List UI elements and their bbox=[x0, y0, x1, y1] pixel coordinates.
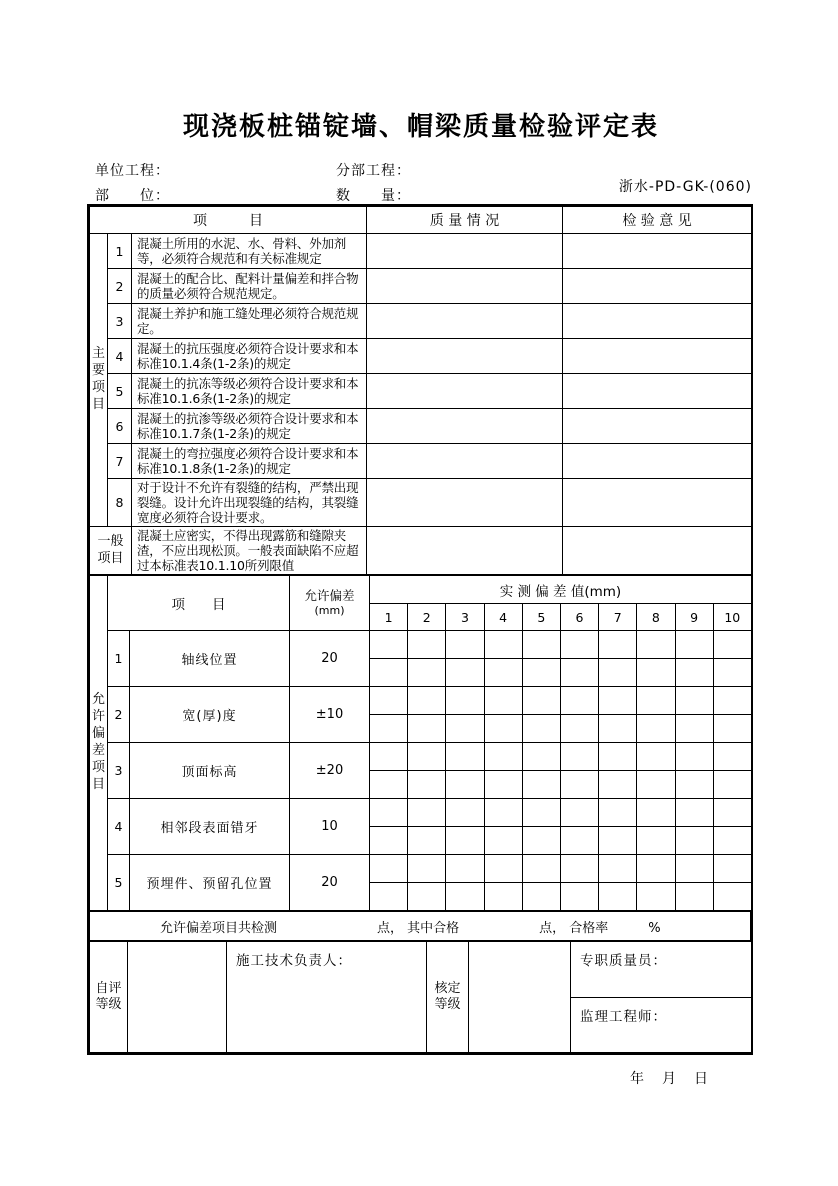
measure-cell bbox=[713, 855, 751, 883]
deviation-item: 顶面标高 bbox=[130, 743, 290, 799]
measure-cell bbox=[560, 883, 598, 911]
measure-cell bbox=[713, 631, 751, 659]
measure-col-header: 8 bbox=[637, 604, 675, 631]
general-items-section-label: 一般项目 bbox=[90, 527, 132, 575]
measured-values-header: 实 测 偏 差 值(mm) bbox=[370, 576, 752, 604]
measure-cell bbox=[522, 743, 560, 771]
opinion-cell bbox=[563, 479, 752, 527]
measure-cell bbox=[637, 687, 675, 715]
measure-cell bbox=[637, 631, 675, 659]
measure-cell bbox=[675, 715, 713, 743]
measure-cell bbox=[446, 743, 484, 771]
measure-cell bbox=[484, 631, 522, 659]
measure-cell bbox=[408, 827, 446, 855]
opinion-cell bbox=[563, 527, 752, 575]
measure-cell bbox=[522, 687, 560, 715]
measure-cell bbox=[446, 715, 484, 743]
row-number: 6 bbox=[108, 409, 132, 444]
measure-cell bbox=[522, 799, 560, 827]
summary-table bbox=[89, 911, 751, 941]
row-number: 5 bbox=[108, 855, 130, 911]
measure-cell bbox=[484, 659, 522, 687]
measure-cell bbox=[675, 827, 713, 855]
measure-cell bbox=[560, 743, 598, 771]
measure-cell bbox=[408, 883, 446, 911]
quality-cell bbox=[367, 527, 563, 575]
signature-table bbox=[89, 941, 752, 1053]
measure-cell bbox=[675, 631, 713, 659]
measure-cell bbox=[713, 799, 751, 827]
measure-cell bbox=[484, 715, 522, 743]
measure-cell bbox=[637, 743, 675, 771]
measure-cell bbox=[560, 771, 598, 799]
table-row bbox=[90, 234, 752, 269]
measure-cell bbox=[713, 743, 751, 771]
row-number: 2 bbox=[108, 269, 132, 304]
measure-cell bbox=[522, 715, 560, 743]
date-line: 年 月 日 bbox=[630, 1071, 710, 1087]
tolerance-value: ±10 bbox=[290, 687, 370, 743]
row-number: 4 bbox=[108, 339, 132, 374]
row-number: 4 bbox=[108, 799, 130, 855]
deviation-item: 相邻段表面错牙 bbox=[130, 799, 290, 855]
measure-col-header: 4 bbox=[484, 604, 522, 631]
opinion-cell bbox=[563, 269, 752, 304]
table-row bbox=[90, 374, 752, 409]
measure-cell bbox=[446, 687, 484, 715]
item-text: 混凝土养护和施工缝处理必须符合规范规定。 bbox=[132, 304, 367, 339]
measure-col-header: 7 bbox=[599, 604, 637, 631]
measure-cell bbox=[370, 799, 408, 827]
deviation-item-header: 项 目 bbox=[108, 576, 290, 631]
measure-col-header: 9 bbox=[675, 604, 713, 631]
main-items-table bbox=[89, 206, 752, 575]
measure-cell bbox=[370, 631, 408, 659]
table-row bbox=[90, 304, 752, 339]
measure-cell bbox=[370, 827, 408, 855]
item-text: 混凝土的抗压强度必须符合设计要求和本标准10.1.4条(1-2条)的规定 bbox=[132, 339, 367, 374]
opinion-column-header: 检 验 意 见 bbox=[563, 207, 752, 234]
item-text: 对于设计不允许有裂缝的结构，严禁出现裂缝。设计允许出现裂缝的结构，其裂缝宽度必须符合设计要求。 bbox=[132, 479, 367, 527]
item-text: 混凝土的抗冻等级必须符合设计要求和本标准10.1.6条(1-2条)的规定 bbox=[132, 374, 367, 409]
measure-cell bbox=[599, 883, 637, 911]
measure-cell bbox=[713, 659, 751, 687]
table-row bbox=[90, 631, 752, 659]
deviation-item: 预埋件、预留孔位置 bbox=[130, 855, 290, 911]
quality-cell bbox=[367, 269, 563, 304]
item-text: 混凝土所用的水泥、水、骨料、外加剂等，必须符合规范和有关标准规定 bbox=[132, 234, 367, 269]
quality-column-header: 质 量 情 况 bbox=[367, 207, 563, 234]
measure-cell bbox=[484, 687, 522, 715]
measure-cell bbox=[599, 827, 637, 855]
measure-cell bbox=[522, 659, 560, 687]
table-row bbox=[90, 527, 752, 575]
measure-cell bbox=[484, 771, 522, 799]
table-row bbox=[90, 687, 752, 715]
measure-cell bbox=[370, 855, 408, 883]
measure-cell bbox=[446, 855, 484, 883]
row-number: 1 bbox=[108, 234, 132, 269]
quantity-label: 数 量： bbox=[336, 188, 411, 204]
measure-col-header: 5 bbox=[522, 604, 560, 631]
quality-cell bbox=[367, 339, 563, 374]
measure-cell bbox=[599, 771, 637, 799]
item-text: 混凝土应密实，不得出现露筋和缝隙夹渣，不应出现松顶。一般表面缺陷不应超过本标准表10.1.10所列限值 bbox=[132, 527, 367, 575]
measure-cell bbox=[408, 771, 446, 799]
measure-cell bbox=[370, 715, 408, 743]
measure-cell bbox=[599, 743, 637, 771]
measure-cell bbox=[637, 883, 675, 911]
summary-row: 允许偏差项目共检测 点， 其中合格 点， 合格率 % bbox=[90, 912, 751, 941]
measure-col-header: 2 bbox=[408, 604, 446, 631]
measure-cell bbox=[370, 659, 408, 687]
part-label: 部 位： bbox=[95, 188, 170, 204]
measure-cell bbox=[599, 715, 637, 743]
table-row bbox=[90, 799, 752, 827]
measure-cell bbox=[675, 743, 713, 771]
supervisor-label: 监理工程师： bbox=[571, 998, 752, 1053]
tolerance-value: 10 bbox=[290, 799, 370, 855]
measure-col-header: 10 bbox=[713, 604, 751, 631]
row-number: 2 bbox=[108, 687, 130, 743]
measure-cell bbox=[675, 659, 713, 687]
measure-cell bbox=[522, 827, 560, 855]
table-row bbox=[90, 743, 752, 771]
measure-cell bbox=[560, 687, 598, 715]
measure-cell bbox=[484, 827, 522, 855]
unit-project-label: 单位工程： bbox=[95, 163, 170, 179]
tolerance-value: ±20 bbox=[290, 743, 370, 799]
measure-cell bbox=[522, 855, 560, 883]
row-number: 5 bbox=[108, 374, 132, 409]
quality-cell bbox=[367, 444, 563, 479]
measure-cell bbox=[637, 855, 675, 883]
verify-rating-label: 核定等级 bbox=[427, 942, 469, 1053]
summary-text: 允许偏差项目共检测 bbox=[160, 920, 278, 936]
row-number: 7 bbox=[108, 444, 132, 479]
row-number: 3 bbox=[108, 743, 130, 799]
measure-cell bbox=[599, 799, 637, 827]
measure-cell bbox=[408, 659, 446, 687]
opinion-cell bbox=[563, 444, 752, 479]
quality-cell bbox=[367, 374, 563, 409]
opinion-cell bbox=[563, 409, 752, 444]
table-row bbox=[90, 339, 752, 374]
main-items-section-label: 主要项目 bbox=[90, 234, 108, 527]
measure-cell bbox=[675, 771, 713, 799]
measure-cell bbox=[370, 883, 408, 911]
row-number: 1 bbox=[108, 631, 130, 687]
measure-cell bbox=[599, 631, 637, 659]
measure-cell bbox=[408, 799, 446, 827]
measure-cell bbox=[713, 827, 751, 855]
tech-lead-label: 施工技术负责人： bbox=[227, 942, 427, 1053]
measure-cell bbox=[446, 631, 484, 659]
deviation-item: 轴线位置 bbox=[130, 631, 290, 687]
measure-cell bbox=[560, 715, 598, 743]
measure-cell bbox=[560, 659, 598, 687]
form-code: 浙水-PD-GK-(060) bbox=[618, 179, 752, 195]
measure-cell bbox=[446, 771, 484, 799]
measure-cell bbox=[560, 827, 598, 855]
measure-cell bbox=[599, 659, 637, 687]
measure-cell bbox=[599, 687, 637, 715]
measure-cell bbox=[522, 883, 560, 911]
self-rating-label: 自评等级 bbox=[90, 942, 128, 1053]
measure-cell bbox=[637, 827, 675, 855]
form-title: 现浇板桩锚锭墙、帽梁质量检验评定表 bbox=[182, 112, 659, 142]
measure-cell bbox=[560, 855, 598, 883]
division-project-label: 分部工程： bbox=[336, 163, 411, 179]
measure-cell bbox=[370, 771, 408, 799]
item-column-header: 项 目 bbox=[90, 207, 367, 234]
measure-cell bbox=[484, 799, 522, 827]
quality-cell bbox=[367, 479, 563, 527]
measure-cell bbox=[637, 799, 675, 827]
measure-cell bbox=[446, 883, 484, 911]
table-row bbox=[90, 444, 752, 479]
table-row bbox=[90, 409, 752, 444]
measure-cell bbox=[675, 687, 713, 715]
quality-cell bbox=[367, 234, 563, 269]
measure-cell bbox=[713, 715, 751, 743]
measure-col-header: 3 bbox=[446, 604, 484, 631]
measure-cell bbox=[522, 631, 560, 659]
item-text: 混凝土的抗渗等级必须符合设计要求和本标准10.1.7条(1-2条)的规定 bbox=[132, 409, 367, 444]
table-row bbox=[90, 269, 752, 304]
measure-cell bbox=[408, 631, 446, 659]
self-rating-cell bbox=[128, 942, 227, 1053]
measure-cell bbox=[599, 855, 637, 883]
measure-cell bbox=[675, 883, 713, 911]
measure-cell bbox=[713, 687, 751, 715]
measure-col-header: 6 bbox=[560, 604, 598, 631]
opinion-cell bbox=[563, 304, 752, 339]
measure-cell bbox=[408, 743, 446, 771]
measure-cell bbox=[446, 659, 484, 687]
measure-col-header: 1 bbox=[370, 604, 408, 631]
deviation-item: 宽(厚)度 bbox=[130, 687, 290, 743]
measure-cell bbox=[484, 855, 522, 883]
measure-cell bbox=[675, 799, 713, 827]
measure-cell bbox=[675, 855, 713, 883]
row-number: 3 bbox=[108, 304, 132, 339]
measure-cell bbox=[408, 687, 446, 715]
opinion-cell bbox=[563, 339, 752, 374]
measure-cell bbox=[522, 771, 560, 799]
tolerance-value: 20 bbox=[290, 631, 370, 687]
measure-cell bbox=[560, 631, 598, 659]
quality-cell bbox=[367, 304, 563, 339]
opinion-cell bbox=[563, 234, 752, 269]
deviation-section-label: 允许偏差项目 bbox=[90, 576, 108, 911]
measure-cell bbox=[637, 659, 675, 687]
quality-cell bbox=[367, 409, 563, 444]
quality-officer-label: 专职质量员： bbox=[571, 942, 752, 998]
measure-cell bbox=[446, 799, 484, 827]
measure-cell bbox=[713, 771, 751, 799]
opinion-cell bbox=[563, 374, 752, 409]
measure-cell bbox=[370, 687, 408, 715]
item-text: 混凝土的配合比、配料计量偏差和拌合物的质量必须符合规范规定。 bbox=[132, 269, 367, 304]
measure-cell bbox=[408, 855, 446, 883]
measure-cell bbox=[713, 883, 751, 911]
measure-cell bbox=[637, 771, 675, 799]
table-row bbox=[90, 479, 752, 527]
item-text: 混凝土的弯拉强度必须符合设计要求和本标准10.1.8条(1-2条)的规定 bbox=[132, 444, 367, 479]
deviation-table bbox=[89, 575, 752, 911]
measure-cell bbox=[370, 743, 408, 771]
measure-cell bbox=[637, 715, 675, 743]
form-table bbox=[87, 204, 753, 1055]
tolerance-value: 20 bbox=[290, 855, 370, 911]
verify-rating-cell bbox=[469, 942, 571, 1053]
measure-cell bbox=[446, 827, 484, 855]
tolerance-header: 允许偏差 (mm) bbox=[290, 576, 370, 631]
table-row bbox=[90, 855, 752, 883]
measure-cell bbox=[408, 715, 446, 743]
row-number: 8 bbox=[108, 479, 132, 527]
measure-cell bbox=[484, 743, 522, 771]
measure-cell bbox=[560, 799, 598, 827]
measure-cell bbox=[484, 883, 522, 911]
